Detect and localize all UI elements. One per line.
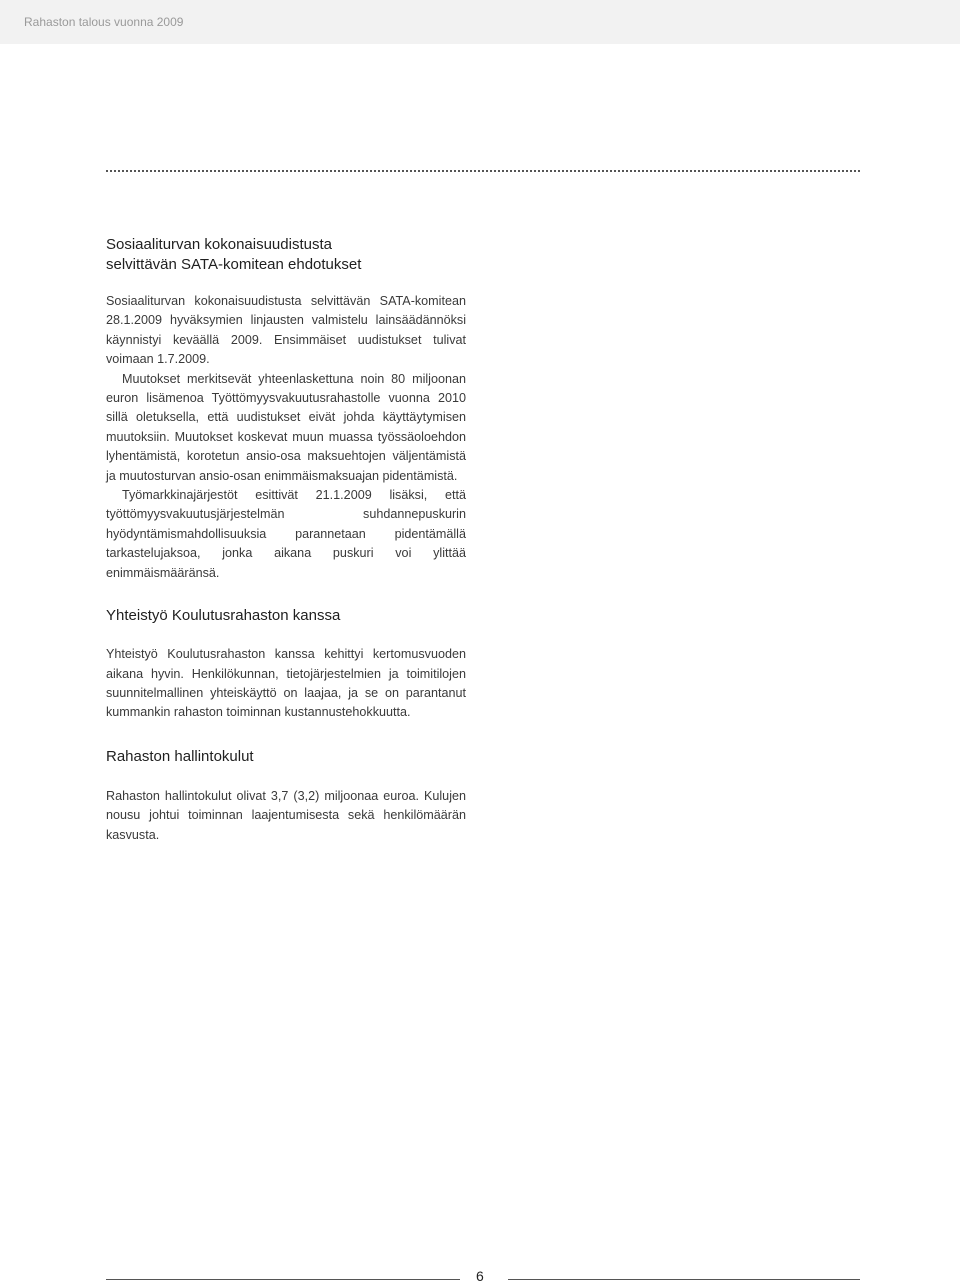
section-body-sata — [106, 292, 466, 583]
section-body-cooperation — [106, 645, 466, 723]
body-paragraph: Rahaston hallintokulut olivat 3,7 (3,2) miljoonaa euroa. Kulujen nousu johtui toiminnan laajentumisesta sekä henkilömäärän kasvusta. — [106, 788, 466, 842]
section-heading-admin-costs: Rahaston hallintokulut — [106, 747, 254, 765]
section-heading-cooperation: Yhteistyö Koulutusrahaston kanssa — [106, 607, 341, 625]
running-header-title: Rahaston talous vuonna 2009 — [24, 15, 184, 29]
footer-rule-right — [508, 1279, 860, 1280]
article-column — [106, 235, 466, 845]
body-paragraph: Muutokset merkitsevät yhteenlaskettuna noin 80 miljoonan euron lisämenoa Työttömyysvakuutusrahastolle vuonna 2010 sillä oletuksella, että uudistukset eivät johda käyttäytymisen muutoksiin. Muutokset koskevat muun muassa työssäoloehdon lyhentämistä, korotetun ansio-osa maksuehtojen väljentämistä ja muutosturvan ansio-osan enimmäismaksuajan pidentämistä. — [106, 371, 466, 483]
page-number: 6 — [476, 1268, 484, 1284]
body-paragraph: Työmarkkinajärjestöt esittivät 21.1.2009 lisäksi, että työttömyysvakuutusjärjestelmän suhdannepuskurin hyödyntämismahdollisuuksia parannetaan pidentämällä tarkastelujaksoa, jonka aikana puskuri voi ylittää enimmäismääränsä. — [106, 488, 466, 580]
section-heading-line: selvittävän SATA-komitean ehdotukset — [106, 256, 362, 273]
footer-rule-left — [106, 1279, 460, 1280]
section-body-admin-costs — [106, 787, 466, 845]
body-paragraph: Yhteistyö Koulutusrahaston kanssa kehittyi kertomusvuoden aikana hyvin. Henkilökunnan, tietojärjestelmien ja toimitilojen suunnitelmallinen yhteiskäyttö on laajaa, ja se on parantanut kummankin rahaston toiminnan kustannustehokkuutta. — [106, 647, 466, 720]
dotted-divider — [106, 170, 860, 172]
section-heading-line: Sosiaaliturvan kokonaisuudistusta — [106, 236, 332, 253]
body-paragraph: Sosiaaliturvan kokonaisuudistusta selvittävän SATA-komitean 28.1.2009 hyväksymien linjausten valmistelu lainsäädännöksi käynnistyi keväällä 2009. Ensimmäiset uudistukset tulivat voimaan 1.7.2009. — [106, 294, 466, 367]
running-header-bar — [0, 0, 960, 44]
section-heading-sata — [106, 235, 466, 275]
